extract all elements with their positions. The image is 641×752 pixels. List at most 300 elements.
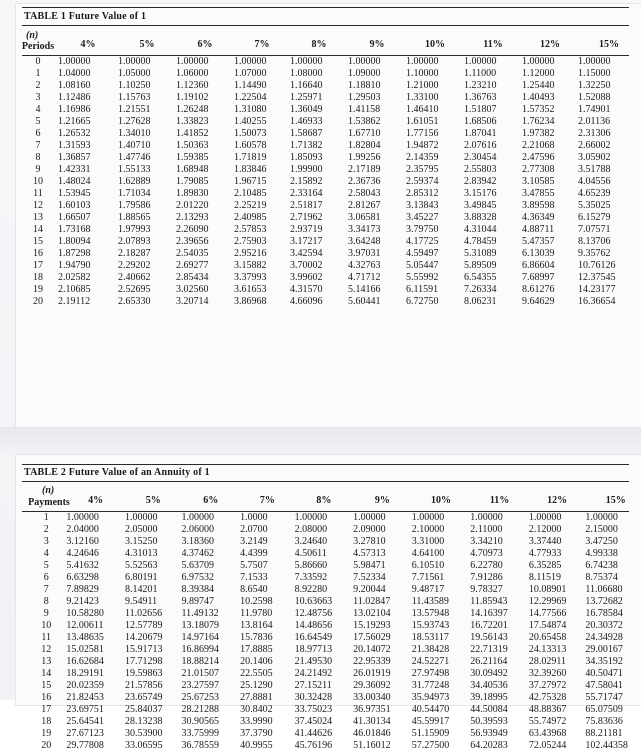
value-cell: 8.14201 [124,584,158,595]
value-cell: 1.11000 [464,68,497,79]
value-cell: 7.52334 [353,572,386,583]
value-cell: 2.69277 [176,260,209,271]
value-cell: 1.00000 [578,56,611,67]
top-rule [22,7,629,8]
header-row [18,38,640,52]
value-cell: 4.66096 [290,296,323,307]
period-cell: 19 [33,284,43,295]
value-cell: 22.95339 [353,656,391,667]
value-cell: 27.97498 [411,668,450,679]
value-cell: 16.36654 [578,296,616,307]
value-cell: 7.91286 [470,572,503,583]
period-cell: 2 [35,80,41,91]
value-cell: 4.99338 [585,548,618,559]
table-row [18,80,640,92]
period-cell: 14 [33,224,43,235]
table-row [26,668,641,680]
period-cell: 13 [33,212,43,223]
value-cell: 63.43968 [528,728,567,739]
value-cell: 1.00000 [522,56,555,67]
value-cell: 4.31013 [124,548,158,559]
period-cell: 18 [41,716,52,727]
period-cell: 3 [35,92,41,103]
value-cell: 27.67123 [66,728,104,739]
value-cell: 6.86604 [522,260,555,271]
value-cell: 2.52695 [118,284,151,295]
value-cell: 72.05244 [528,740,567,751]
value-cell: 1.05000 [118,68,151,79]
panel-gap [0,427,641,455]
value-cell: 1.42331 [58,164,91,175]
value-cell: 14.20679 [124,632,163,643]
value-cell: 1.60103 [58,200,91,211]
value-cell: 2.33164 [290,188,323,199]
value-cell: 51.16012 [353,740,391,751]
value-cell: 1.96715 [234,176,267,187]
value-cell: 1.99256 [348,152,381,163]
value-cell: 3.42594 [290,248,323,259]
value-cell: 2.55803 [464,164,497,175]
value-cell: 4.59497 [406,248,439,259]
value-cell: 19.56143 [470,632,508,643]
value-cell: 8.61276 [522,284,555,295]
value-cell: 2.71962 [290,212,323,223]
table-row [18,200,640,212]
value-cell: 2.11000 [470,524,503,535]
value-cell: 3.37440 [528,536,562,547]
value-cell: 33.9990 [240,716,273,727]
value-cell: 3.02560 [176,284,209,295]
value-cell: 4.88711 [522,224,555,235]
value-cell: 15.19293 [353,620,391,631]
value-cell: 3.64248 [348,236,381,247]
value-cell: 9.35762 [578,248,611,259]
value-cell: 35.94973 [411,692,450,703]
value-cell: 28.13238 [124,716,163,727]
value-cell: 1.00000 [118,56,151,67]
table-row [26,716,641,728]
period-cell: 11 [33,188,43,199]
value-cell: 3.79750 [406,224,439,235]
value-cell: 3.51788 [578,164,611,175]
table-row [18,128,640,140]
column-header: 10% [425,39,445,50]
table-row [26,584,641,596]
value-cell: 1.14490 [234,80,267,91]
value-cell: 1.00000 [290,56,323,67]
value-cell: 25.1290 [240,680,273,691]
value-cell: 18.53117 [411,632,449,643]
value-cell: 1.32250 [578,80,611,91]
value-cell: 2.65330 [118,296,151,307]
value-cell: 1.36857 [58,152,91,163]
value-cell: 1.88565 [118,212,151,223]
value-cell: 5.7507 [240,560,268,571]
period-cell: 16 [33,248,43,259]
value-cell: 65.07509 [585,704,623,715]
period-cell: 1 [35,68,41,79]
value-cell: 2.10000 [411,524,445,535]
value-cell: 7.33592 [294,572,328,583]
value-cell: 1.07000 [234,68,267,79]
value-cell: 7.71561 [411,572,445,583]
value-cell: 33.00340 [353,692,391,703]
table-row [18,224,640,236]
table-row [26,704,641,716]
value-cell: 6.15279 [578,212,611,223]
value-cell: 9.64629 [522,296,555,307]
value-cell: 34.40536 [470,680,508,691]
value-cell: 23.27597 [181,680,219,691]
value-cell: 2.06000 [181,524,214,535]
value-cell: 40.54470 [411,704,450,715]
value-cell: 6.74238 [585,560,618,571]
table-row [26,620,641,632]
value-cell: 48.88367 [528,704,567,715]
value-cell: 55.71747 [585,692,623,703]
value-cell: 44.50084 [470,704,508,715]
table-row [26,596,641,608]
value-cell: 20.30372 [585,620,623,631]
value-cell: 2.39656 [176,236,209,247]
value-cell: 8.13706 [578,236,611,247]
value-cell: 1.06000 [176,68,209,79]
value-cell: 6.63298 [66,572,99,583]
value-cell: 24.21492 [294,668,333,679]
value-cell: 28.02911 [528,656,566,667]
value-cell: 1.80094 [58,236,91,247]
value-cell: 51.15909 [411,728,450,739]
value-cell: 12.57789 [124,620,163,631]
value-cell: 13.57948 [411,608,450,619]
value-cell: 1.94790 [58,260,91,271]
value-cell: 1.26248 [176,104,209,115]
value-cell: 24.34928 [585,632,623,643]
value-cell: 1.09000 [348,68,381,79]
value-cell: 9.20044 [353,584,386,595]
table-row [18,236,640,248]
table-row [18,140,640,152]
value-cell: 18.88214 [181,656,219,667]
value-cell: 3.05902 [578,152,611,163]
value-cell: 14.16397 [470,608,508,619]
value-cell: 1.00000 [58,56,91,67]
value-cell: 1.68506 [464,116,497,127]
value-cell: 5.63709 [181,560,214,571]
value-cell: 1.58687 [290,128,323,139]
value-cell: 41.30134 [353,716,391,727]
value-cell: 1.31080 [234,104,267,115]
value-cell: 3.15882 [234,260,267,271]
value-cell: 1.76234 [522,116,555,127]
value-cell: 22.71319 [470,644,508,655]
column-header: 5% [139,39,155,50]
value-cell: 4.4399 [240,548,268,559]
value-cell: 1.00000 [464,56,497,67]
value-cell: 5.86660 [294,560,328,571]
value-cell: 2.75903 [234,236,267,247]
value-cell: 37.3790 [240,728,273,739]
value-cell: 1.41852 [176,128,209,139]
table-row [18,248,640,260]
period-cell: 5 [43,560,49,571]
table-row [18,152,640,164]
value-cell: 1.08000 [290,68,323,79]
value-cell: 40.9955 [240,740,273,751]
value-cell: 4.57313 [353,548,386,559]
value-cell: 17.54874 [528,620,567,631]
column-header: 4% [88,495,104,506]
value-cell: 3.31000 [411,536,445,547]
table-row [18,272,640,284]
value-cell: 3.89598 [522,200,555,211]
period-cell: 18 [33,272,43,283]
value-cell: 46.01846 [353,728,391,739]
value-cell: 1.71034 [118,188,151,199]
value-cell: 4.65239 [578,188,611,199]
value-cell: 2.95216 [234,248,267,259]
value-cell: 18.29191 [66,668,104,679]
value-cell: 21.49530 [294,656,333,667]
row-label: Payments [28,497,70,508]
value-cell: 10.63663 [294,596,333,607]
column-header: 6% [197,39,213,50]
value-cell: 1.00000 [124,512,158,523]
value-cell: 1.40493 [522,92,555,103]
value-cell: 27.8881 [240,692,273,703]
value-cell: 11.02847 [353,596,391,607]
value-cell: 9.48717 [411,584,445,595]
period-cell: 5 [35,116,41,127]
value-cell: 4.36349 [522,212,555,223]
table-row [26,644,641,656]
period-cell: 12 [41,644,52,655]
value-cell: 2.85434 [176,272,209,283]
value-cell: 1.21551 [118,104,151,115]
value-cell: 10.58280 [66,608,104,619]
value-cell: 1.87298 [58,248,91,259]
table-row [26,572,641,584]
value-cell: 2.18287 [118,248,151,259]
value-cell: 1.22504 [234,92,267,103]
value-cell: 6.10510 [411,560,445,571]
table-row [18,188,640,200]
value-cell: 1.12486 [58,92,91,103]
period-cell: 14 [41,668,52,679]
value-cell: 2.10685 [58,284,91,295]
value-cell: 1.29503 [348,92,381,103]
value-cell: 2.25219 [234,200,267,211]
period-cell: 3 [43,536,49,547]
value-cell: 24.52271 [411,656,450,667]
value-cell: 5.89509 [464,260,497,271]
title-rule [22,481,629,482]
table-row [26,740,641,752]
top-rule [22,464,629,465]
value-cell: 10.2598 [240,596,273,607]
value-cell: 3.2149 [240,536,268,547]
table-row [26,560,641,572]
value-cell: 1.31593 [58,140,91,151]
period-cell: 1 [43,512,49,523]
value-cell: 1.00000 [411,512,445,523]
value-cell: 30.8402 [240,704,273,715]
annuity-table-panel [16,455,641,751]
value-cell: 25.64541 [66,716,104,727]
value-cell: 16.64549 [294,632,333,643]
value-cell: 1.25971 [290,92,323,103]
value-cell: 5.31089 [464,248,497,259]
period-cell: 7 [35,140,41,151]
value-cell: 1.21000 [406,80,439,91]
value-cell: 45.76196 [294,740,333,751]
value-cell: 1.00000 [470,512,503,523]
value-cell: 1.16986 [58,104,91,115]
value-cell: 3.10585 [522,176,555,187]
value-cell: 3.18360 [181,536,214,547]
value-cell: 33.75999 [181,728,219,739]
value-cell: 10.76126 [578,260,616,271]
value-cell: 31.77248 [411,680,450,691]
value-cell: 23.69751 [66,704,104,715]
value-cell: 5.47357 [522,236,555,247]
value-cell: 15.91713 [124,644,163,655]
value-cell: 26.21164 [470,656,508,667]
value-cell: 1.00000 [181,512,214,523]
value-cell: 4.24646 [66,548,99,559]
period-cell: 10 [33,176,43,187]
value-cell: 4.04556 [578,176,611,187]
value-cell: 16.78584 [585,608,623,619]
value-cell: 11.49132 [181,608,219,619]
period-cell: 19 [41,728,52,739]
value-cell: 4.37462 [181,548,214,559]
period-cell: 11 [41,632,52,643]
value-cell: 6.97532 [181,572,214,583]
column-header: 15% [599,39,619,50]
value-cell: 1.34010 [118,128,151,139]
value-cell: 27.15211 [294,680,332,691]
value-cell: 21.38428 [411,644,450,655]
table-row [26,728,641,740]
value-cell: 2.40662 [118,272,151,283]
value-cell: 1.50073 [234,128,267,139]
value-cell: 12.48756 [294,608,333,619]
period-cell: 0 [35,56,41,67]
value-cell: 12.37545 [578,272,616,283]
value-cell: 1.00000 [528,512,562,523]
value-cell: 1.94872 [406,140,439,151]
value-cell: 23.65749 [124,692,163,703]
value-cell: 1.52088 [578,92,611,103]
value-cell: 3.97031 [348,248,381,259]
value-cell: 75.83636 [585,716,623,727]
value-cell: 3.99602 [290,272,323,283]
table-row [18,284,640,296]
table-row [18,104,640,116]
period-cell: 13 [41,656,52,667]
column-header: 4% [80,39,96,50]
value-cell: 4.31044 [464,224,497,235]
value-cell: 30.90565 [181,716,219,727]
value-cell: 1.00000 [348,56,381,67]
table-row [26,692,641,704]
value-cell: 13.72682 [585,596,623,607]
value-cell: 47.58041 [585,680,623,691]
value-cell: 1.79085 [176,176,209,187]
period-cell: 7 [43,584,49,595]
column-header: 6% [203,495,219,506]
value-cell: 1.27628 [118,116,151,127]
value-cell: 16.62684 [66,656,104,667]
title-rule [22,25,629,26]
value-cell: 2.15000 [585,524,618,535]
value-cell: 1.57352 [522,104,555,115]
value-cell: 1.00000 [176,56,209,67]
period-cell: 15 [33,236,43,247]
column-header: 5% [145,495,161,506]
value-cell: 2.10485 [234,188,267,199]
value-cell: 1.16640 [290,80,323,91]
table-title: TABLE 2 Future Value of an Annuity of 1 [24,467,210,478]
period-cell: 15 [41,680,52,691]
table-row [26,512,641,524]
value-cell: 2.21068 [522,140,555,151]
value-cell: 7.1533 [240,572,268,583]
value-cell: 13.8164 [240,620,273,631]
period-cell: 4 [43,548,49,559]
column-header: 12% [547,495,568,506]
value-cell: 1.71382 [290,140,323,151]
value-cell: 36.97351 [353,704,391,715]
value-cell: 36.78559 [181,740,219,751]
value-cell: 33.06595 [124,740,163,751]
value-cell: 4.32763 [348,260,381,271]
value-cell: 29.77808 [66,740,104,751]
value-cell: 1.08160 [58,80,91,91]
value-cell: 7.07571 [578,224,611,235]
value-cell: 2.04000 [66,524,99,535]
value-cell: 2.29202 [118,260,151,271]
value-cell: 20.1406 [240,656,273,667]
value-cell: 19.59863 [124,668,163,679]
value-cell: 14.97164 [181,632,219,643]
value-cell: 1.74901 [578,104,611,115]
column-header: 15% [605,495,626,506]
period-cell: 20 [33,296,43,307]
value-cell: 4.77933 [528,548,562,559]
table-row [26,608,641,620]
value-cell: 102.44358 [585,740,628,751]
value-cell: 8.92280 [294,584,328,595]
value-cell: 1.79586 [118,200,151,211]
value-cell: 8.06231 [464,296,497,307]
value-cell: 1.23210 [464,80,497,91]
value-cell: 2.36736 [348,176,381,187]
value-cell: 3.12160 [66,536,99,547]
table-row [18,296,640,308]
value-cell: 1.50363 [176,140,209,151]
value-cell: 1.00000 [294,512,328,523]
value-cell: 2.19112 [58,296,91,307]
value-cell: 5.52563 [124,560,158,571]
value-cell: 11.43589 [411,596,449,607]
value-cell: 6.35285 [528,560,562,571]
value-cell: 4.17725 [406,236,439,247]
column-header: 12% [540,39,560,50]
value-cell: 1.15000 [578,68,611,79]
value-cell: 22.5505 [240,668,273,679]
